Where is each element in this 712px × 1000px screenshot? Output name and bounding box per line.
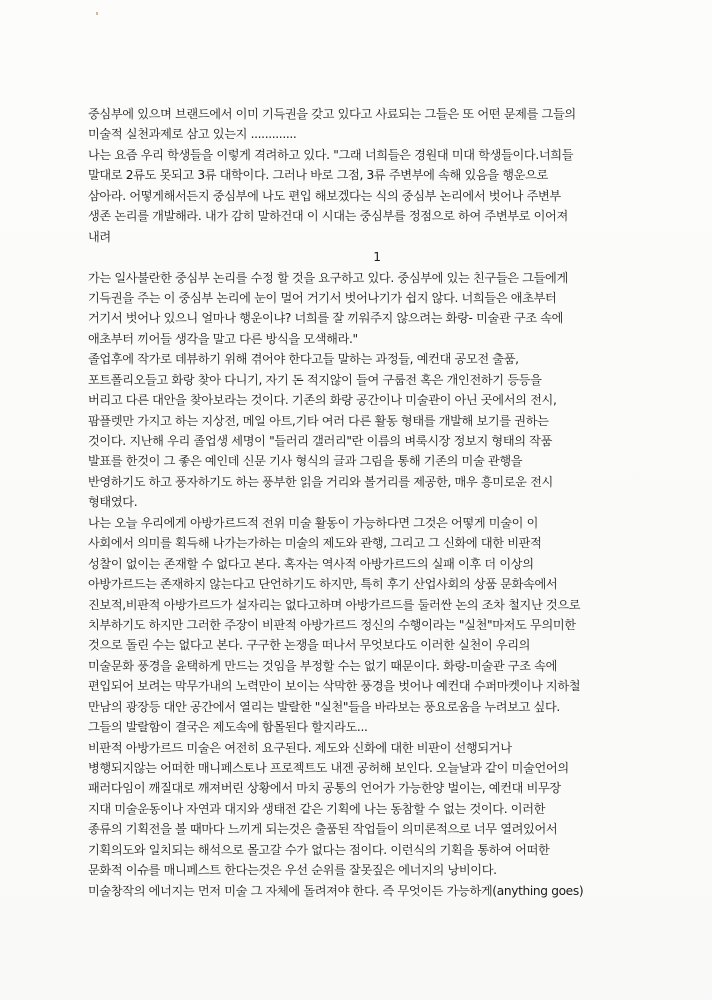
document-body bbox=[88, 104, 666, 901]
text-line: 발표를 한것이 그 좋은 예인데 신문 기사 형식의 글과 그림을 통해 기존의 미술 관행을 bbox=[88, 454, 523, 469]
text-line: 가는 일사불란한 중심부 논리를 수정 할 것을 요구하고 있다. 중심부에 있는 친구들은 그들에게 bbox=[88, 270, 568, 285]
text-line: 나는 요즘 우리 학생들을 이렇게 격려하고 있다. "그래 너희들은 경원대 미대 학생들이다.너희들 bbox=[88, 147, 574, 162]
text-line: 버리고 다른 대안을 찾아보라는 것이다. 기존의 화랑 공간이나 미술관이 아닌 곳에서의 전시, bbox=[88, 393, 557, 408]
text-line: 지대 미술운동이나 자연과 대지와 생태전 같은 기획에 나는 동참할 수 없는 것이다. 이러한 bbox=[88, 801, 546, 816]
text-line: 그들의 발랄함이 결국은 제도속에 함몰된다 할지라도... bbox=[88, 720, 368, 735]
text-line: 성찰이 없이는 존재할 수 없다고 본다. 혹자는 역사적 아방가르드의 실패 이후 더 이상의 bbox=[88, 556, 534, 571]
text-line: 만남의 광장등 대안 공간에서 열리는 발랄한 "실천"들을 바라보는 풍요로움을 누려보고 싶다. bbox=[88, 699, 560, 714]
text-line: 형태였다. bbox=[88, 495, 138, 510]
text-line: 팜플렛만 가지고 하는 지상전, 메일 아트,기타 여러 다른 활동 형태를 개발해 보기를 권하는 bbox=[88, 413, 549, 428]
text-line: 미술문화 풍경을 윤택하게 만드는 것임을 부정할 수는 없기 때문이다. 화랑-미술관 구조 속에 bbox=[88, 658, 557, 673]
text-line: 미술창작의 에너지는 먼저 미술 그 자체에 돌려져야 한다. 즉 무엇이든 가능하게(anything goes) bbox=[88, 883, 584, 898]
text-line: 말대로 2류도 못되고 3류 대학이다. 그러나 바로 그점, 3류 주변부에 속해 있음을 행운으로 bbox=[88, 168, 548, 183]
text-line: 종류의 기획전을 볼 때마다 느끼게 되는것은 출품된 작업들이 의미론적으로 너무 열려있어서 bbox=[88, 822, 558, 837]
text-line: 내려 bbox=[88, 229, 111, 244]
text-line: 비판적 아방가르드 미술은 여전히 요구된다. 제도와 신화에 대한 비판이 선행되거나 bbox=[88, 740, 512, 755]
text-line: 것이다. 지난해 우리 졸업생 세명이 "들러리 갤러리"란 이름의 벼룩시장 정보지 형태의 작품 bbox=[88, 434, 553, 448]
text-line: 포트폴리오들고 화랑 찾아 다니기, 자기 돈 적지않이 들여 구룹전 혹은 개인전하기 등등을 bbox=[88, 372, 542, 387]
text-line: 반영하기도 하고 풍자하기도 하는 풍부한 읽을 거리와 볼거리를 제공한, 매우 흥미로운 전시 bbox=[88, 474, 553, 489]
text-line: 패러다임이 깨질대로 깨져버린 상황에서 마치 공통의 언어가 가능한양 벌이는, 예컨대 비무장 bbox=[88, 781, 561, 796]
text-line: 사회에서 의미를 획득해 나가는가하는 미술의 제도와 관행, 그리고 그 신화에 대한 비판적 bbox=[88, 536, 542, 551]
text-line: 삼아라. 어떻게해서든지 중심부에 나도 편입 해보겠다는 식의 중심부 논리에서 벗어나 주변부 bbox=[88, 188, 561, 203]
text-line: 중심부에 있으며 브랜드에서 이미 기득권을 갖고 있다고 사료되는 그들은 또 어떤 문제를 그들의 bbox=[88, 107, 576, 121]
text-line: 진보적,비판적 아방가르드가 설자리는 없다고하며 아방가르드를 둘러싼 논의 조차 철지난 것으로 bbox=[88, 597, 581, 612]
text-line: 거기서 벗어나 있으니 얼마나 행운이냐? 너희를 잘 끼워주지 않으려는 화랑- 미술관 구조 속에 bbox=[88, 311, 564, 326]
text-line: 치부하기도 하지만 그러한 주장이 비판적 아방가르드 정신의 수행이라는 "실천"마저도 무의미한 bbox=[88, 617, 576, 632]
text-line: 편입되어 보려는 막무가내의 노력만이 보이는 삭막한 풍경을 벗어나 예컨대 수퍼마켓이나 지하철 bbox=[88, 679, 581, 694]
text-line: 나는 오늘 우리에게 아방가르드적 전위 미술 활동이 가능하다면 그것은 어떻게 미술이 이 bbox=[88, 515, 538, 530]
scan-speck bbox=[96, 12, 98, 15]
text-line: 아방가르드는 존재하지 않는다고 단언하기도 하지만, 특히 후기 산업사회의 상품 문화속에서 bbox=[88, 577, 558, 592]
page-number: 1 bbox=[373, 250, 381, 265]
text-line: 미술적 실천과제로 삼고 있는지 ............. bbox=[88, 127, 297, 142]
text-line: 기획의도와 일치되는 해석으로 몰고갈 수가 없다는 점이다. 이런식의 기획을 통하여 어떠한 bbox=[88, 842, 550, 857]
text-line: 것으로 돌린 수는 없다고 본다. 구구한 논쟁을 떠나서 무엇보다도 이러한 실천이 우리의 bbox=[88, 638, 531, 653]
text-line: 병행되지않는 어떠한 매니페스토나 프로젝트도 내겐 공허해 보인다. 오늘날과 같이 미술언어의 bbox=[88, 761, 569, 775]
text-line: 문화적 이슈를 매니페스트 한다는것은 우선 순위를 잘못짚은 에너지의 낭비이다. bbox=[88, 863, 497, 878]
text-line: 애초부터 끼어들 생각을 말고 다른 방식을 모색해라." bbox=[88, 331, 358, 346]
text-line: 졸업후에 작가로 데뷰하기 위해 겪어야 한다고들 말하는 과정들, 예컨대 공모전 출품, bbox=[88, 352, 519, 367]
text-line: 기득권을 주는 이 중심부 논리에 눈이 멀어 거기서 벗어나기가 쉽지 않다. 너희들은 애초부터 bbox=[88, 290, 557, 305]
text-line: 생존 논리를 개발해라. 내가 감히 말하건대 이 시대는 중심부를 정점으로 하여 주변부로 이어져 bbox=[88, 209, 568, 224]
